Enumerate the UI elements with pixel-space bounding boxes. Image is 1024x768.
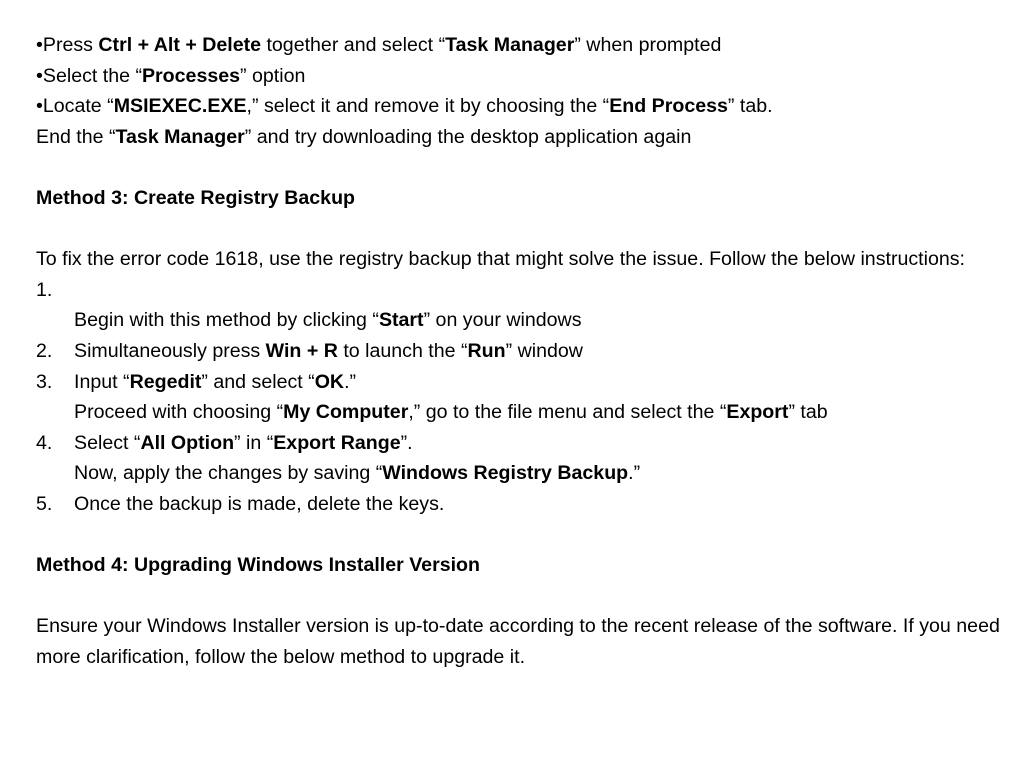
bullet-item	[36, 61, 1016, 92]
step-text: ” on your windows	[423, 309, 582, 332]
step-text: Once the backup is made, delete the keys.	[74, 492, 445, 515]
step-text: .”	[628, 462, 641, 485]
bold-term: Export	[726, 401, 789, 424]
method3-steps	[36, 275, 1016, 520]
method3-intro: To fix the error code 1618, use the registry backup that might solve the issue. Follow the below instructions:	[36, 248, 965, 271]
bullet-marker: •	[36, 64, 43, 87]
bold-term: Regedit	[129, 370, 202, 393]
bullet-text: ” tab.	[727, 95, 773, 118]
spacer	[36, 581, 1016, 612]
bold-term: Ctrl + Alt + Delete	[98, 34, 262, 56]
bullet-text: ,” select it and remove it by choosing the “	[246, 95, 610, 118]
bullet-text: ” when prompted	[574, 34, 722, 56]
step-item	[36, 305, 1016, 336]
method4-body: Ensure your Windows Installer version is up-to-date according to the recent release of the software. If you need more clarification, follow the below method to upgrade it.	[36, 615, 1000, 668]
method4-heading: Method 4: Upgrading Windows Installer Version	[36, 554, 480, 577]
step-text: Select “	[74, 431, 141, 454]
step-text: ” tab	[788, 401, 828, 424]
step-text: ” window	[505, 339, 583, 362]
bullet-list	[36, 30, 1016, 122]
bold-term: Task Manager	[115, 125, 245, 148]
step-text: Input “	[74, 370, 130, 393]
bullet-item	[36, 91, 1016, 122]
step-text: Simultaneously press	[74, 339, 266, 362]
step-item	[36, 336, 1016, 367]
bold-term: Export Range	[273, 431, 401, 454]
step-number: 5.	[36, 492, 53, 515]
step-number: 1.	[36, 278, 53, 301]
paragraph-text: ” and try downloading the desktop application again	[244, 125, 692, 148]
bullet-text: together and select “	[261, 34, 446, 56]
bold-term: Task Manager	[445, 34, 575, 56]
step-item	[36, 367, 1016, 398]
spacer	[36, 214, 1016, 245]
step-text: Now, apply the changes by saving “	[74, 462, 383, 485]
bold-term: Win + R	[265, 339, 338, 362]
bullet-text: Select the “	[42, 64, 142, 87]
step-text: to launch the “	[337, 339, 468, 362]
step-item	[36, 397, 1016, 428]
step-text: ”.	[400, 431, 413, 454]
bold-term: Windows Registry Backup	[382, 462, 629, 485]
step-text: ” and select “	[201, 370, 315, 393]
bold-term: Start	[378, 309, 424, 332]
step-text: ” in “	[234, 431, 274, 454]
step-item	[36, 275, 1016, 306]
bold-term: End Process	[609, 95, 728, 118]
spacer	[36, 152, 1016, 183]
bullet-marker: •	[36, 95, 43, 118]
step-item	[36, 458, 1016, 489]
bold-term: OK	[314, 370, 345, 393]
bold-term: My Computer	[283, 401, 409, 424]
bold-term: Run	[467, 339, 506, 362]
bullet-text: Locate “	[42, 95, 114, 118]
bold-term: All Option	[140, 431, 235, 454]
bullet-marker: •	[36, 34, 43, 56]
step-number: 2.	[36, 339, 53, 362]
bullet-item	[36, 30, 1016, 61]
step-text: ,” go to the file menu and select the “	[408, 401, 727, 424]
bold-term: Processes	[141, 64, 241, 87]
bold-term: MSIEXEC.EXE	[113, 95, 247, 118]
document-body	[36, 30, 1016, 672]
step-text: Proceed with choosing “	[74, 401, 284, 424]
step-item	[36, 489, 1016, 520]
step-number: 3.	[36, 370, 53, 393]
step-text: .”	[344, 370, 357, 393]
spacer	[36, 520, 1016, 551]
paragraph-text: End the “	[36, 125, 116, 148]
bullet-text: ” option	[240, 64, 306, 87]
bullet-text: Press	[42, 34, 99, 56]
step-item	[36, 428, 1016, 459]
method3-heading: Method 3: Create Registry Backup	[36, 186, 356, 209]
step-number: 4.	[36, 431, 53, 454]
step-text: Begin with this method by clicking “	[74, 309, 379, 332]
end-task-line	[36, 122, 1016, 153]
